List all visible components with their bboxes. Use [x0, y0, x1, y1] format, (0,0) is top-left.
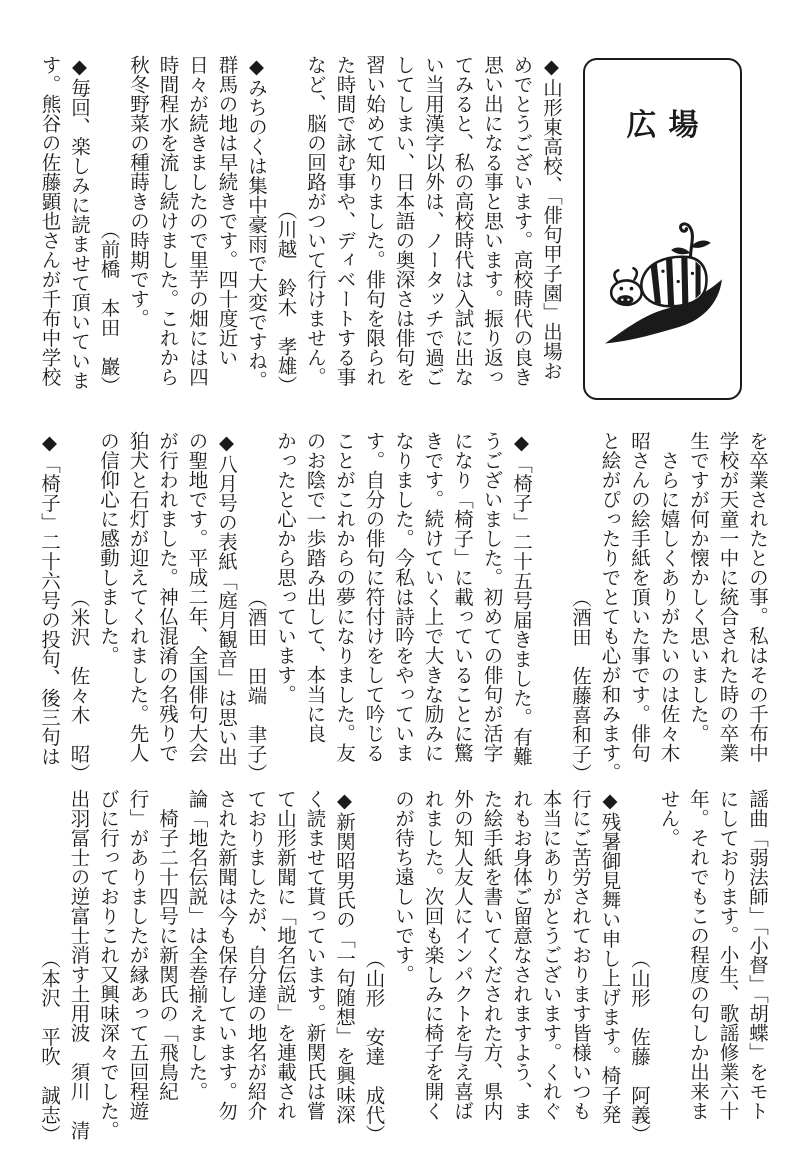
text-column: ◆「椅子」二十五号届きました。有難: [510, 431, 533, 766]
text-column: た時間で詠む事や、ディベートする事: [333, 55, 357, 387]
text-column: てみると、私の高校時代は入試に出な: [451, 55, 475, 387]
text-column: ◆「椅子」二十六号の投句、後三句は: [38, 431, 61, 766]
text-column: て山形新聞に「地名伝説」を連載され: [274, 789, 297, 1121]
text-column: びに行っておりこれ又興味深々でした。: [97, 789, 120, 1140]
text-column: ◆新関昭男氏の「一句随想」を興味深: [333, 789, 356, 1124]
text-column: ことがこれからの夢になりました。友: [333, 431, 356, 763]
text-column: 行」がありましたが縁あって五回程遊: [126, 789, 150, 1121]
text-column: 謡曲「弱法師」「小督」「胡蝶」をモト: [746, 789, 769, 1121]
text-column: 学校が天童一中に統合された時の卒業: [716, 431, 740, 763]
text-column: ておりましたが、自分達の地名が紹介: [244, 789, 268, 1121]
text-column: 年。それでもこの程度の句しか出来ま: [687, 789, 710, 1121]
author-attribution: （山形 佐藤 阿義）: [628, 949, 651, 1144]
author-attribution: （本沢 平吹 誠志）: [38, 949, 61, 1144]
author-attribution: （山形 安達 成代）: [362, 949, 386, 1144]
text-column: になり「椅子」に載っていることに驚: [451, 431, 474, 763]
text-column: のお陰で一歩踏み出して、本当に良: [303, 431, 327, 743]
text-column: なりました。今私は詩吟をやっていま: [392, 431, 415, 763]
text-column: 昭さんの絵手紙を頂いた事です。俳句: [628, 431, 651, 763]
text-column: きです。続けていく上で大きな励みに: [421, 431, 445, 763]
text-column: してしまい、日本語の奥深さは俳句を: [392, 55, 416, 387]
text-column: 狛犬と石灯が迎えてくれました。先人: [126, 431, 150, 763]
ox-with-sprout-icon: [603, 220, 725, 348]
author-attribution: （川越 鈴木 孝雄）: [274, 200, 298, 395]
text-column: 椅子二十四号に新関氏の「飛鳥紀: [156, 789, 179, 1101]
text-column: す。自分の俳句に符付けをして吟じる: [362, 431, 386, 763]
text-column: の信仰心に感動しました。: [97, 431, 120, 665]
text-column: と絵がぴったりでとても心が和みます。: [598, 431, 622, 782]
text-column: 習い始めて知りました。俳句を限られ: [363, 55, 386, 387]
letters-band-top: [35, 55, 566, 395]
letters-band-bottom: [35, 789, 773, 1144]
text-column: など、脳の回路がついて行けません。: [304, 55, 327, 387]
author-attribution: （前橋 本田 巖）: [97, 219, 121, 395]
text-column: 秋冬野菜の種蒔きの時期です。: [127, 55, 150, 328]
text-column: のが待ち遠しいです。: [392, 789, 415, 984]
text-column: ◆毎回、楽しみに読ませて頂いていま: [68, 55, 91, 390]
text-column: 行にご苦労されております皆様いつも: [569, 789, 592, 1121]
text-column: 群馬の地は早続きです。四十度近い: [215, 55, 239, 367]
text-column: うございました。初めての俳句が活字: [480, 431, 504, 763]
author-attribution: （米沢 佐々木 昭）: [67, 588, 91, 783]
text-column: れもお身体ご留意なされますよう、ま: [510, 789, 533, 1121]
text-column: す。熊谷の佐藤顕也さんが千布中学校: [38, 55, 62, 387]
section-title-frame: [583, 58, 742, 400]
text-column: く読ませて貰っています。新関氏は嘗: [303, 789, 327, 1121]
text-column: 本当にありがとうございます。くれぐ: [539, 789, 563, 1121]
text-column: 思い出になる事と思います。振り返っ: [481, 55, 504, 387]
text-column: めでとうございます。高校時代の良き: [510, 55, 534, 387]
haiku-column: 出羽冨士の逆富士消す土用波 須川 清: [67, 789, 91, 1140]
text-column: された新聞は今も保存しています。勿: [215, 789, 238, 1121]
text-column: れました。次回も楽しみに椅子を開く: [421, 789, 445, 1121]
text-column: かったと心から思っています。: [274, 431, 297, 704]
text-column: ◆山形東高校、「俳句甲子園」出場お: [540, 55, 563, 381]
text-column: 論「地名伝説」は全巻揃えました。: [185, 789, 209, 1101]
text-column: ◆八月号の表紙「庭月観音」は思い出: [215, 431, 238, 766]
author-attribution: （酒田 田端 聿子）: [244, 588, 268, 783]
author-attribution: （酒田 佐藤喜和子）: [569, 588, 592, 783]
text-column: 生ですが何か懐かしく思いました。: [687, 431, 710, 743]
text-column: い当用漢字以外は、ノータッチで過ご: [422, 55, 445, 387]
text-column: 日々が続きましたので里芋の畑には四: [186, 55, 209, 387]
text-column: ◆みちのくは集中豪雨で大変ですね。: [245, 55, 268, 390]
column-spacer: [536, 431, 566, 783]
text-column: ◆残暑御見舞い申し上げます。椅子発: [598, 789, 622, 1124]
text-column: さらに嬉しくありがたいのは佐々木: [657, 431, 681, 763]
text-column: を卒業されたとの事。私はその千布中: [746, 431, 769, 763]
text-column: た絵手紙を書いてくだされた方、県内: [480, 789, 504, 1121]
letters-band-middle: [35, 431, 773, 783]
text-column: 時間程水を流し続けました。これから: [156, 55, 180, 387]
text-column: が行われました。神仏混淆の名残りで: [156, 431, 179, 763]
text-column: 外の知人友人にインパクトを与え喜ば: [451, 789, 474, 1121]
text-column: にしております。小生、歌謡修業六十: [716, 789, 740, 1121]
text-column: せん。: [657, 789, 681, 848]
text-column: の聖地です。平成二年、全国俳句大会: [185, 431, 209, 763]
section-title: 広場: [626, 108, 711, 143]
